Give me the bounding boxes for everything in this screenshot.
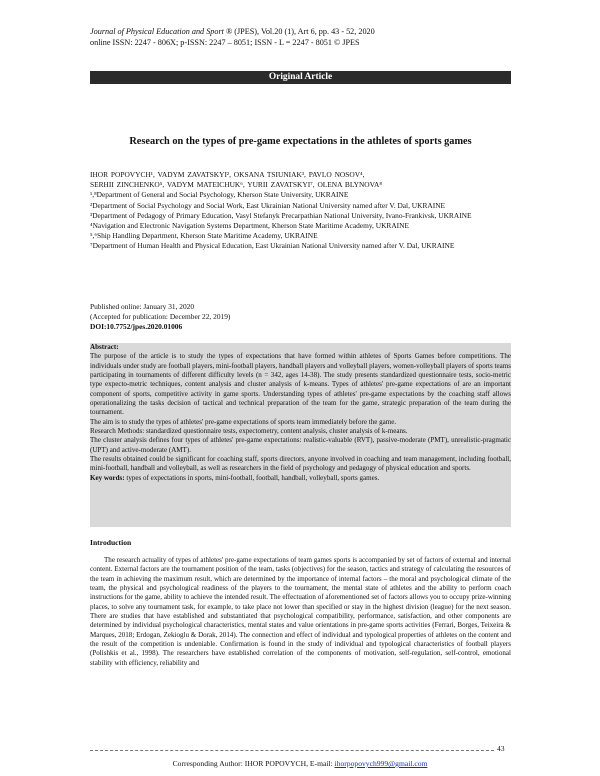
keywords-text: types of expectations in sports, mini-football, football, handball, volleyball, sports games.: [124, 473, 380, 482]
abstract-paragraph: The aim is to study the types of athletes' pre-game expectations of sports team immediately before the game.: [90, 417, 397, 426]
keywords: [90, 474, 511, 483]
affiliation: ⁵,⁶Ship Handling Department, Kherson State Maritime Academy, UKRAINE: [90, 231, 318, 241]
journal-name: Journal of Physical Education and Sport: [90, 27, 224, 36]
author-email-link[interactable]: ihorpopovych999@gmail.com: [334, 759, 428, 768]
published-date: Published online: January 31, 2020: [90, 302, 195, 311]
section-heading-introduction: Introduction: [90, 538, 132, 547]
abstract-box: [90, 343, 511, 527]
footer-divider: [90, 750, 494, 751]
affiliation: ⁴Navigation and Electronic Navigation Systems Department, Kherson State Maritime Academy, UKRAINE: [90, 221, 409, 231]
journal-citation-line: [90, 26, 375, 37]
article-title: Research on the types of pre-game expectations in the athletes of sports games: [129, 136, 472, 147]
journal-issn: online ISSN: 2247 - 806X; p-ISSN: 2247 – 8051; ISSN - L = 2247 - 8051 © JPES: [90, 38, 360, 47]
doi[interactable]: DOI:10.7752/jpes.2020.01006: [90, 322, 183, 332]
authors-block: [90, 170, 511, 252]
affiliation: ⁷Department of Human Health and Physical Education, East Ukrainian National University named after V. Dal, UKRAINE: [90, 241, 455, 251]
article-type-banner: Original Article: [90, 71, 511, 84]
publication-dates: [90, 302, 511, 333]
affiliation: ²Department of Social Psychology and Social Work, East Ukrainian National University named after V. Dal, UKRAINE: [90, 200, 446, 210]
keywords-label: Key words:: [90, 473, 125, 482]
abstract-paragraph: Research Methods: standardized questionnaire tests, expectometry, content analysis, cluster analysis of k-means.: [90, 427, 408, 436]
author-line: IHOR POPOVYCH¹, VADYM ZAVATSKYI², OKSANA TSIUNIAK³, PAVLO NOSOV⁴,: [90, 170, 365, 179]
page-number: 43: [497, 744, 505, 753]
introduction-paragraph: The research actuality of types of athletes' pre-game expectations of team games sports is accompanied by set of factors of external and internal content. External factors are the tournament position of the team, tasks (objectives) for the season, tactics and strategy of calculating the resources of the team in achieving the maximum result, which are determined by the importance of internal factors – the moral and psychological climate of the team, the physical and psychological readiness of the players to the tournament, the mental state of athletes and the ability to perform coach instructions for the game, ability to achieve the intended result. The effectuation of aforementioned set of factors allows you to occupy prize-winning places, to solve any tournament task, for example, to take place not lower than specified or stay in the highest division (league) for the next season. There are studies that have established and substantiated that psychological compatibility, performance, satisfaction, and other components are determined by individual psychological characteristics, mental states and value orientations in pre-game sports activities (Ferrari, Borges, Teixeira & Marques, 2018; Erdogan, Zekioglu & Dorak, 2014). The connection and effect of individual and typological properties of athletes on the content and the result of the competition is undeniable. Confirmation is found in the study of individual and typological characteristics of football players (Polishkis et al., 1998). The researchers have established correlation of the components of motivation, self-regulation, self-control, emotional stability with efficiency, reliability and: [90, 556, 511, 667]
corresponding-label: Corresponding Author: IHOR POPOVYCH, E-mail:: [172, 759, 335, 768]
journal-header: [90, 26, 375, 48]
introduction-body: [90, 556, 511, 668]
corresponding-author: [0, 759, 600, 768]
affiliation: ¹,⁸Department of General and Social Psychology, Kherson State University, UKRAINE: [90, 190, 349, 200]
abstract-heading: Abstract:: [90, 343, 119, 351]
abstract-paragraph: The purpose of the article is to study the types of expectations that have formed within athletes of Sports Games before competitions. The individuals under study are football players, mini-football players, handball players and volleyball players, women-volleyball players of sports teams participating in tournaments of different difficulty levels (n = 342, ages 14-38). The study presents standardized questionnaire tests, socio-metric type expecto-metric techniques, content analysis and cluster analysis of k-means. Types of athletes' pre-game expectations of are an important component of sports, competitive activity in game sports. Understanding types of athletes' pre-game expectations by the coaching staff allows operationalizing the tasks decision of tactical and technical preparation of the team for the game, strategic preparation of the team during the tournament.: [90, 352, 511, 417]
abstract-paragraph: The results obtained could be significant for coaching staff, sports directors, anyone involved in coaching and team management, including football, mini-football, handball and volleyball, as well as researchers in the field of psychology and pedagogy of physical education and sports.: [90, 455, 511, 473]
journal-citation: ® (JPES), Vol.20 (1), Art 6, pp. 43 - 52, 2020: [223, 27, 375, 36]
accepted-date: (Accepted for publication: December 22, 2019): [90, 312, 231, 322]
affiliation: ³Department of Pedagogy of Primary Education, Vasyl Stefanyk Precarpathian National University, Ivano-Frankivsk, UKRAINE: [90, 210, 472, 220]
author-line: SERHII ZINCHENKO⁵, VADYM MATEICHUK⁶, YURII ZAVATSKYI⁷, OLENA BLYNOVA⁸: [90, 180, 382, 190]
abstract-paragraph: The cluster analysis defines four types of athletes' pre-game expectations: realistic-valuable (RVT), passive-moderate (PMT), unrealistic-pragmatic (UPT) and active-moderate (AMT).: [90, 436, 511, 454]
